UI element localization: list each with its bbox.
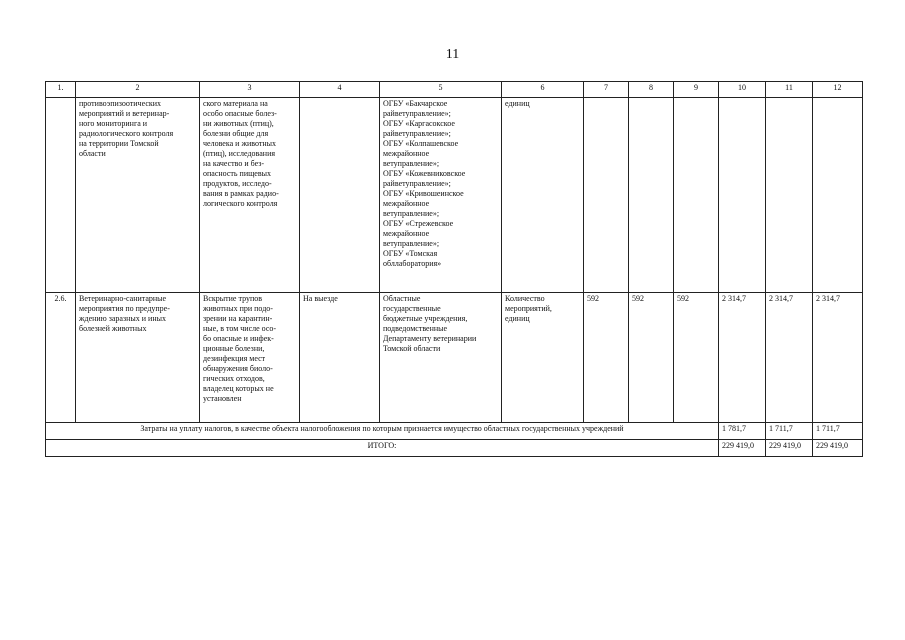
- cell-value-11: 2 314,7: [766, 293, 813, 423]
- table-row-total: [46, 440, 863, 457]
- total-label: ИТОГО:: [46, 440, 719, 457]
- cell-value-10: [719, 98, 766, 293]
- cell-value-7: [584, 98, 629, 293]
- cell-value-12: [813, 98, 863, 293]
- cell-institutions: Областные государственные бюджетные учреждения, подведомственные Департаменту ветеринарии Томской области: [380, 293, 502, 423]
- total-value-10: 229 419,0: [719, 440, 766, 457]
- header-cell-7: 7: [584, 82, 629, 98]
- header-cell-11: 11: [766, 82, 813, 98]
- table-row-continued: [46, 98, 863, 293]
- cell-activity-name: Ветеринарно-санитарные мероприятия по предупре- ждению заразных и иных болезней животных: [76, 293, 200, 423]
- cell-value-8: [629, 98, 674, 293]
- taxes-value-10: 1 781,7: [719, 423, 766, 440]
- header-cell-1: 1.: [46, 82, 76, 98]
- cell-unit: единиц: [502, 98, 584, 293]
- cell-institutions: ОГБУ «Бакчарское райветуправление»; ОГБУ «Каргасокское райветуправление»; ОГБУ «Колпашевское межрайонное ветуправление»; ОГБУ «Кожевниковское райветуправление»; ОГБУ «Кривошеинское межрайонное ветуправление»; ОГБУ «Стрежевское межрайонное ветуправление»; ОГБУ «Томская обллаборатория»: [380, 98, 502, 293]
- cell-value-9: [674, 98, 719, 293]
- header-cell-6: 6: [502, 82, 584, 98]
- cell-value-8: 592: [629, 293, 674, 423]
- cell-number: [46, 98, 76, 293]
- cell-value-10: 2 314,7: [719, 293, 766, 423]
- page-number: 11: [445, 47, 460, 62]
- cell-value-7: 592: [584, 293, 629, 423]
- header-cell-10: 10: [719, 82, 766, 98]
- cell-activity-name: противоэпизоотических мероприятий и ветеринар- ного мониторинга и радиологического контроля на территории Томской области: [76, 98, 200, 293]
- header-cell-8: 8: [629, 82, 674, 98]
- header-cell-12: 12: [813, 82, 863, 98]
- cell-activity-content: Вскрытие трупов животных при подо- зрении на карантин- ные, в том числе осо- бо опасные и инфек- ционные болезни, дезинфекция мест обнаружения биоло- гических отходов, владелец которых не установлен: [200, 293, 300, 423]
- activities-table: [45, 81, 863, 457]
- header-cell-5: 5: [380, 82, 502, 98]
- header-cell-3: 3: [200, 82, 300, 98]
- cell-number: 2.6.: [46, 293, 76, 423]
- header-cell-2: 2: [76, 82, 200, 98]
- cell-value-12: 2 314,7: [813, 293, 863, 423]
- cell-value-9: 592: [674, 293, 719, 423]
- table-row-2-6: [46, 293, 863, 423]
- table-row-taxes: [46, 423, 863, 440]
- taxes-value-12: 1 711,7: [813, 423, 863, 440]
- cell-unit: Количество мероприятий, единиц: [502, 293, 584, 423]
- header-cell-9: 9: [674, 82, 719, 98]
- header-cell-4: 4: [300, 82, 380, 98]
- cell-activity-content: ского материала на особо опасные болез- ни животных (птиц), болезни общие для человека и животных (птиц), исследования на качество и без- опасность пищевых продуктов, исследо- вания в рамках радио- логического контроля: [200, 98, 300, 293]
- taxes-value-11: 1 711,7: [766, 423, 813, 440]
- taxes-label: Затраты на уплату налогов, в качестве объекта налогообложения по которым признается имущество областных государственных учреждений: [46, 423, 719, 440]
- cell-value-11: [766, 98, 813, 293]
- total-value-12: 229 419,0: [813, 440, 863, 457]
- cell-conditions: На выезде: [300, 293, 380, 423]
- total-value-11: 229 419,0: [766, 440, 813, 457]
- table-header-row: [46, 82, 863, 98]
- cell-conditions: [300, 98, 380, 293]
